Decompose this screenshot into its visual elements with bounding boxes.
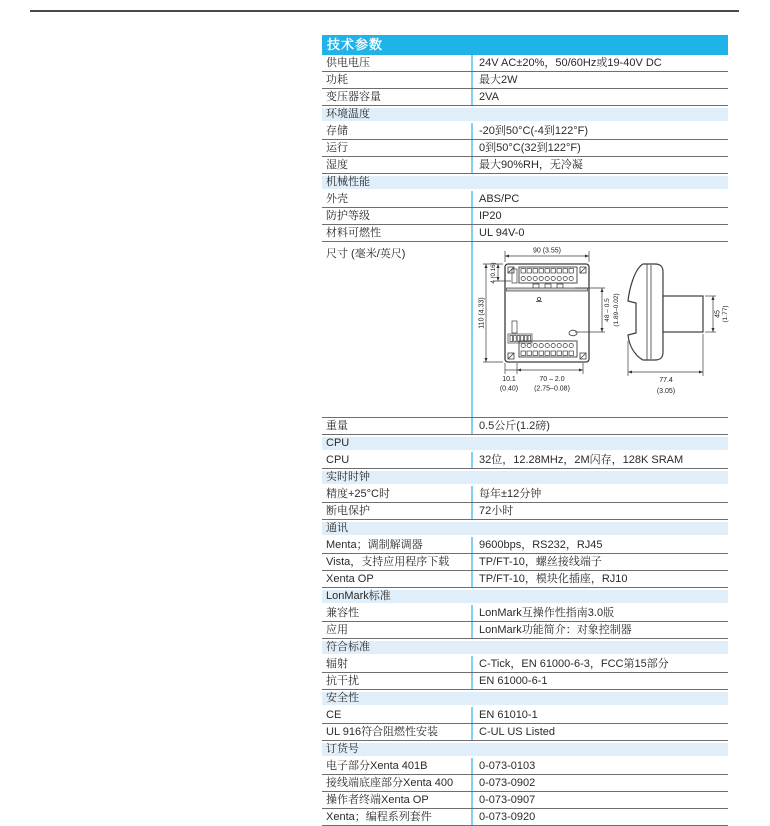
- spec-row: [322, 605, 728, 622]
- top-rule: [30, 10, 739, 12]
- spec-label: 湿度: [326, 159, 348, 171]
- spec-label: 操作者终端Xenta OP: [326, 794, 429, 806]
- spec-row: [322, 707, 728, 724]
- spec-label: 断电保护: [326, 505, 370, 517]
- spec-row: [322, 225, 728, 242]
- section-header-label: 机械性能: [326, 176, 370, 188]
- spec-value: EN 61010-1: [471, 707, 728, 723]
- dimensions-row: [322, 242, 728, 418]
- side-height-label-1: 45: [714, 310, 722, 318]
- spec-value: 最大90%RH，无冷凝: [471, 157, 728, 173]
- spec-value: C-Tick，EN 61000-6-3，FCC第15部分: [471, 656, 728, 672]
- section-header-label: CPU: [326, 437, 350, 449]
- section-header-label: 实时时钟: [326, 471, 370, 483]
- spec-row: [322, 123, 728, 140]
- dimension-drawing-cell: [471, 242, 729, 417]
- spec-value: LonMark互操作性指南3.0版: [471, 605, 728, 621]
- spec-value: TP/FT-10，螺丝接线端子: [471, 554, 728, 570]
- spec-row: [322, 55, 728, 72]
- spec-label: 功耗: [326, 74, 348, 86]
- side-view: [628, 264, 703, 360]
- spec-row: [322, 554, 728, 571]
- spec-value: C-UL US Listed: [471, 724, 728, 740]
- table-title: 技术参数: [322, 35, 728, 55]
- spec-label: Xenta；编程系列套件: [326, 811, 432, 823]
- spec-value: ABS/PC: [471, 191, 728, 207]
- spec-label: 辐射: [326, 658, 348, 670]
- spec-label: 供电电压: [326, 57, 370, 69]
- spec-label: 抗干扰: [326, 675, 359, 687]
- spec-value: 32位，12.28MHz，2M闪存，128K SRAM: [471, 452, 728, 468]
- section-header-row: [322, 522, 728, 535]
- spec-row: [322, 792, 728, 809]
- spec-label: 重量: [326, 420, 348, 432]
- spec-label: CE: [326, 709, 342, 721]
- spec-row: [322, 89, 728, 106]
- spec-label: 存储: [326, 125, 348, 137]
- front-bottom-label-2: (2.75–0.08): [534, 385, 570, 393]
- spec-row: [322, 140, 728, 157]
- spec-row: [322, 452, 728, 469]
- spec-row: [322, 758, 728, 775]
- spec-row: [322, 418, 728, 435]
- spec-row: [322, 157, 728, 174]
- side-width-label-1: 77.4: [659, 377, 673, 384]
- section-header-row: [322, 108, 728, 121]
- section-header-row: [322, 743, 728, 756]
- spec-label: UL 916符合阻燃性安装: [326, 726, 439, 738]
- section-header-label: 订货号: [326, 743, 359, 755]
- section-header-label: 通讯: [326, 522, 348, 534]
- spec-row: [322, 72, 728, 89]
- spec-label: 变压器容量: [326, 91, 381, 103]
- spec-row: [322, 622, 728, 639]
- spec-value: EN 61000-6-1: [471, 673, 728, 689]
- spec-value: 0-073-0920: [471, 809, 728, 825]
- section-header-label: 符合标准: [326, 641, 370, 653]
- spec-label: 精度+25°C时: [326, 488, 391, 500]
- front-bottom-left-label-2: (0.40): [499, 385, 519, 393]
- spec-value: IP20: [471, 208, 728, 224]
- spec-row: [322, 208, 728, 225]
- spec-label: 兼容性: [326, 607, 359, 619]
- side-width-label-2: (3.05): [656, 388, 676, 395]
- section-header-row: [322, 590, 728, 603]
- spec-label: 尺寸 (毫米/英尺): [326, 248, 406, 260]
- spec-row: [322, 571, 728, 588]
- spec-value: LonMark功能简介：对象控制器: [471, 622, 728, 638]
- spec-value: 24V AC±20%，50/60Hz或19-40V DC: [471, 55, 728, 71]
- section-header-label: LonMark标准: [326, 590, 391, 602]
- spec-value: 0-073-0907: [471, 792, 728, 808]
- section-header-row: [322, 176, 728, 189]
- spec-row: [322, 503, 728, 520]
- spec-row: [322, 673, 728, 690]
- spec-value: 2VA: [471, 89, 728, 105]
- spec-label: 外壳: [326, 193, 348, 205]
- section-header-row: [322, 641, 728, 654]
- section-header-row: [322, 471, 728, 484]
- front-bottom-label-1: 70 – 2.0: [539, 376, 565, 383]
- side-height-label-2: (1.77): [722, 305, 729, 323]
- spec-value: 0到50°C(32到122°F): [471, 140, 728, 156]
- front-right-label-1: 48 – 0.5: [604, 298, 611, 322]
- spec-row: [322, 775, 728, 792]
- spec-label: 应用: [326, 624, 348, 636]
- spec-rows: [322, 55, 728, 826]
- spec-label: 运行: [326, 142, 348, 154]
- section-header-row: [322, 437, 728, 450]
- section-header-row: [322, 692, 728, 705]
- spec-row: [322, 537, 728, 554]
- spec-row: [322, 191, 728, 208]
- spec-value: UL 94V-0: [471, 225, 728, 241]
- spec-label: Vista，支持应用程序下载: [326, 556, 450, 568]
- front-view: [505, 264, 589, 362]
- front-width-label: 90 (3.55): [532, 247, 562, 255]
- spec-value: -20到50°C(-4到122°F): [471, 123, 728, 139]
- spec-label: 接线端底座部分Xenta 400: [326, 777, 454, 789]
- spec-row: [322, 809, 728, 826]
- section-header-label: 安全性: [326, 692, 359, 704]
- spec-value: 每年±12分钟: [471, 486, 728, 502]
- spec-value: 72小时: [471, 503, 728, 519]
- spec-label: 防护等级: [326, 210, 370, 222]
- spec-value: 0.5公斤(1.2磅): [471, 418, 728, 434]
- spec-label: 电子部分Xenta 401B: [326, 760, 428, 772]
- spec-label: Menta；调制解调器: [326, 539, 423, 551]
- spec-row: [322, 724, 728, 741]
- spec-row: [322, 656, 728, 673]
- spec-value: 最大2W: [471, 72, 728, 88]
- front-offset-label: 4 (0.16): [490, 262, 497, 284]
- spec-value: 0-073-0902: [471, 775, 728, 791]
- spec-label: Xenta OP: [326, 573, 374, 585]
- front-right-label-2: (1.89–0.02): [613, 293, 620, 327]
- spec-value: 9600bps，RS232，RJ45: [471, 537, 728, 553]
- front-height-label: 110 (4.33): [478, 297, 486, 329]
- spec-value: 0-073-0103: [471, 758, 728, 774]
- dimension-drawing: [475, 244, 729, 414]
- front-bottom-left-label-1: 10.1: [502, 376, 516, 383]
- spec-table: [322, 35, 728, 826]
- section-header-label: 环境温度: [326, 108, 370, 120]
- spec-row: [322, 486, 728, 503]
- spec-label: 材料可燃性: [326, 227, 381, 239]
- spec-value: TP/FT-10，模块化插座，RJ10: [471, 571, 728, 587]
- spec-label: CPU: [326, 454, 350, 466]
